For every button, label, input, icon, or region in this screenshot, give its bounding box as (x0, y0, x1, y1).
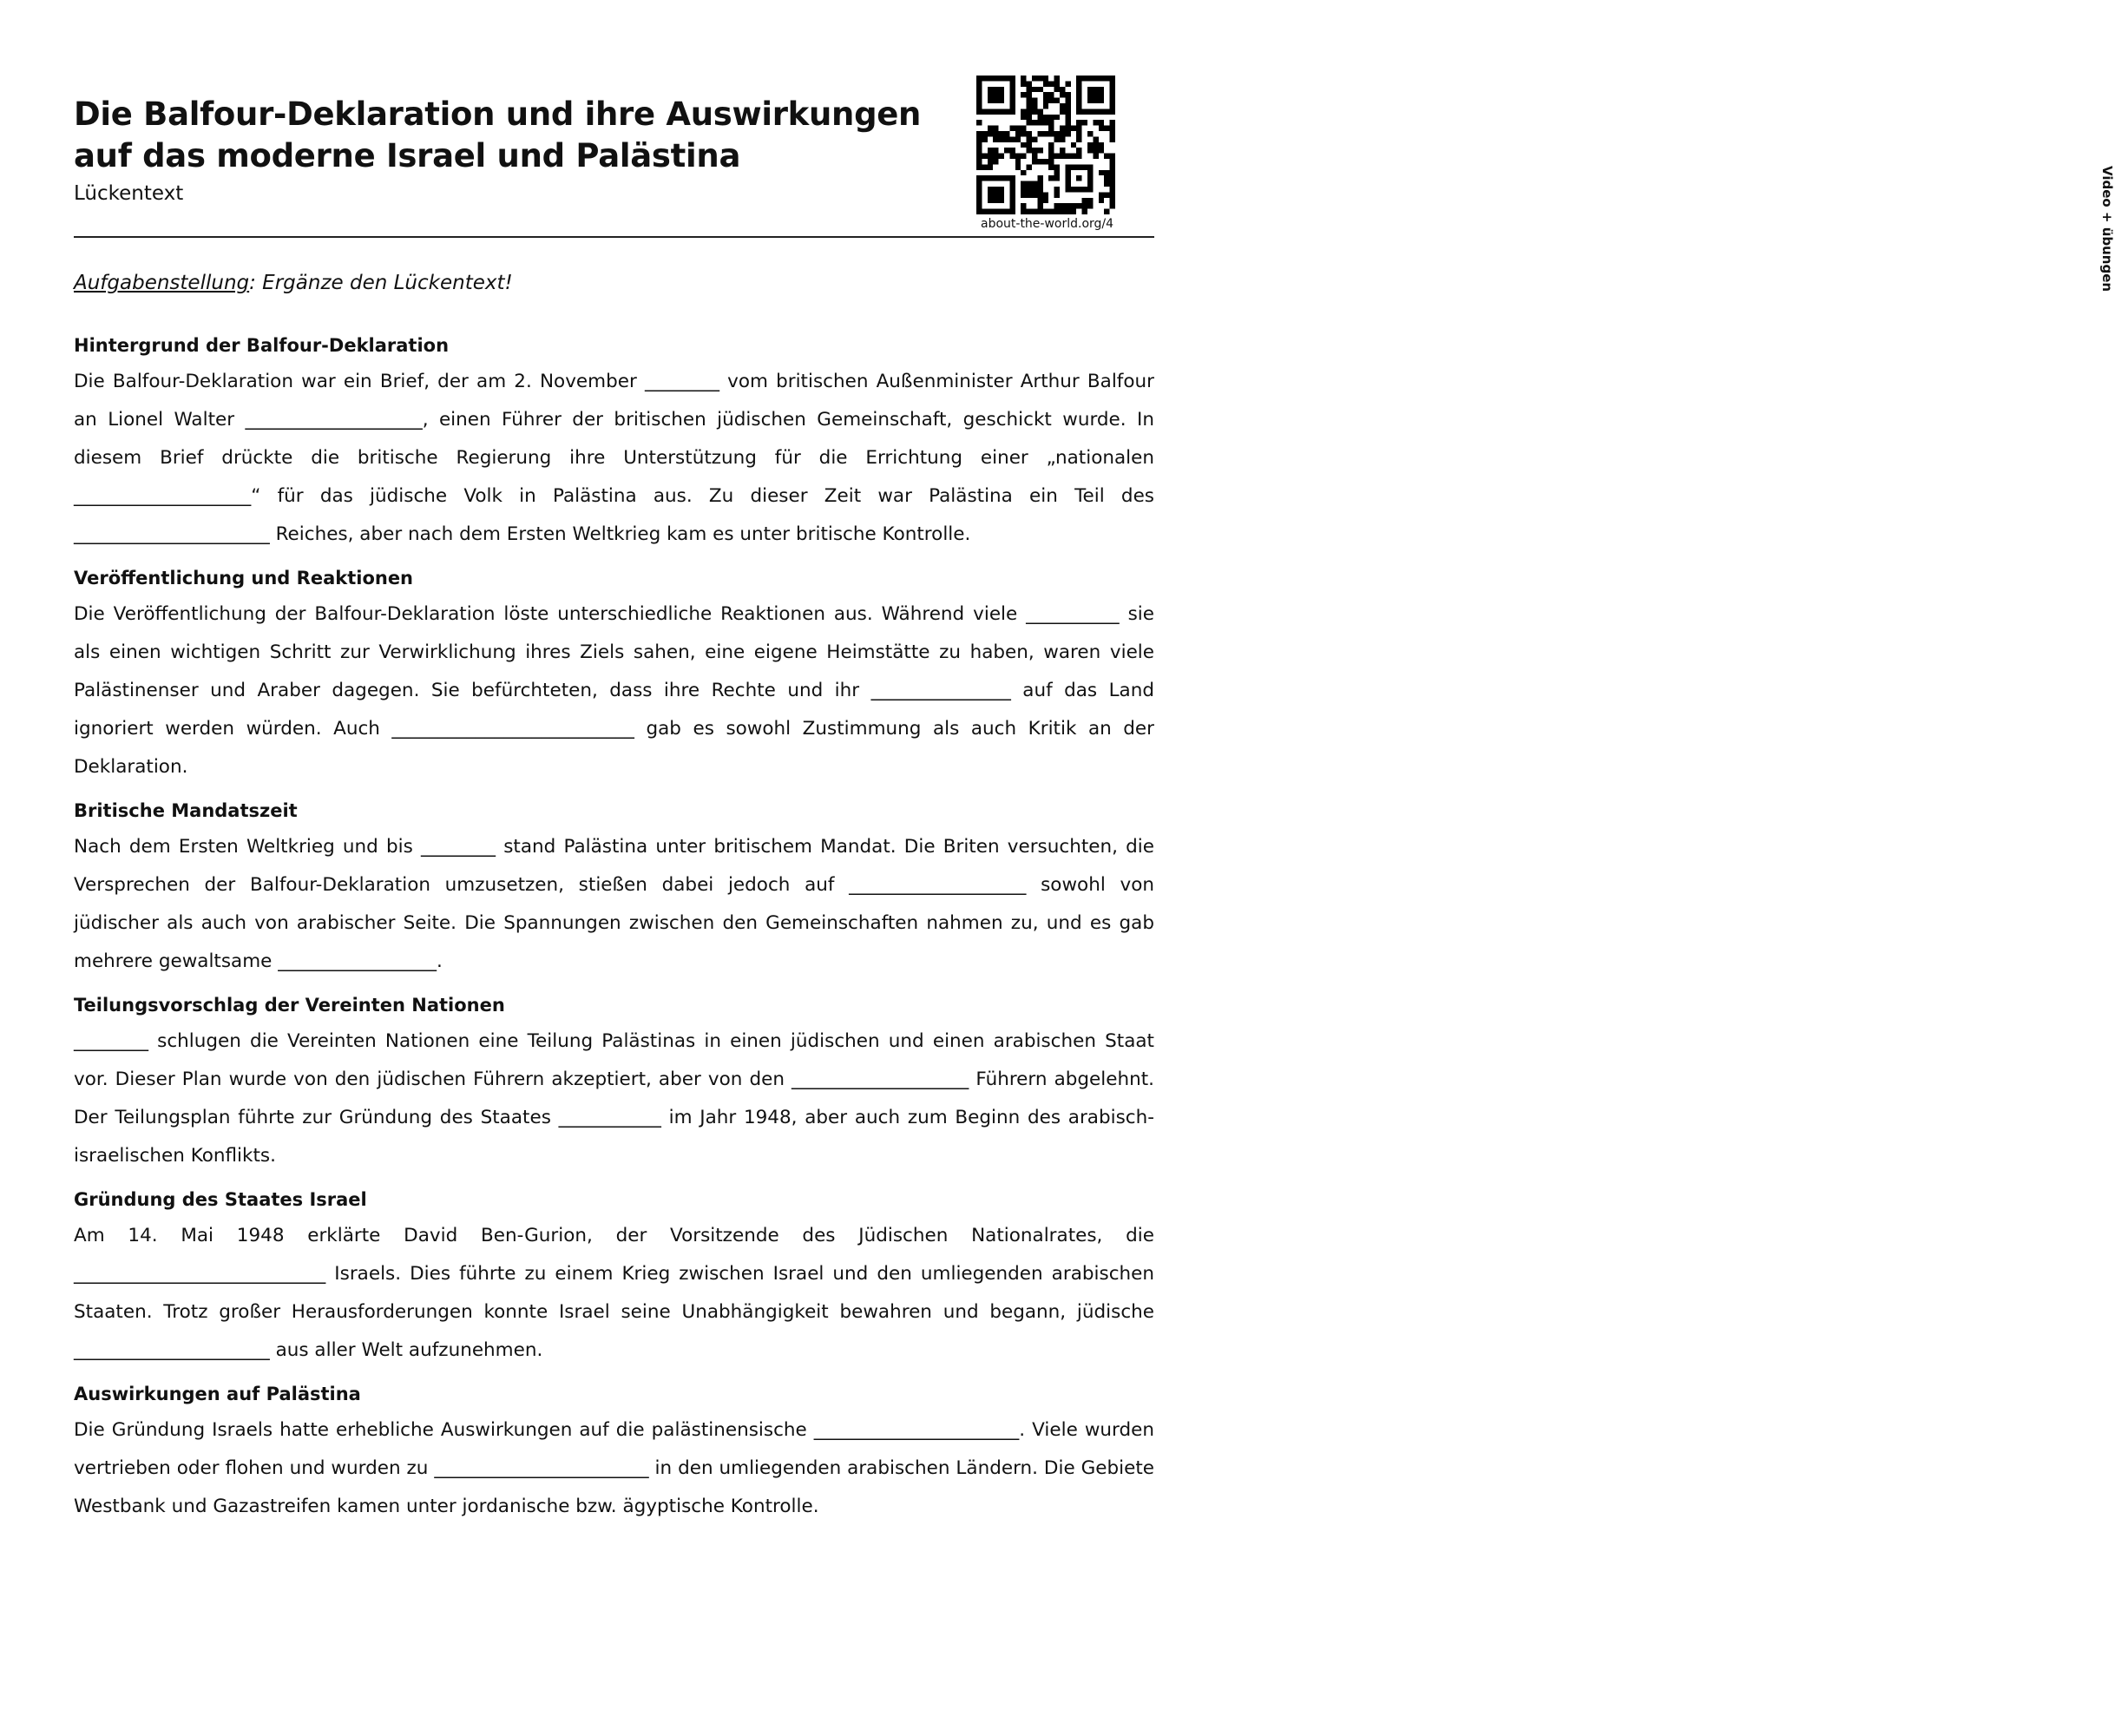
section-mandatszeit (74, 799, 1154, 981)
section-heading: Veröffentlichung und Reaktionen (74, 568, 414, 589)
section-text: Nach dem Ersten Weltkrieg und bis ________ stand Palästina unter britischem Mandat. Die Briten versuchten, die Versprechen der Balfour-Deklaration umzusetzen, stießen dabei jedoch auf ___________________ sowohl von jüdischer als auch von arabischer Seite. Die Spannungen zwischen den Gemeinschaften nahmen zu, und es gab mehrere gewaltsame _________________. (74, 836, 1154, 972)
qr-code-icon[interactable] (976, 75, 1115, 215)
section-teilungsvorschlag (74, 993, 1154, 1175)
task-label: Aufgabenstellung (74, 272, 250, 294)
section-veroeffentlichung (74, 566, 1154, 786)
title-line-1: Die Balfour-Deklaration und ihre Auswirkungen (74, 95, 922, 133)
section-hintergrund (74, 333, 1154, 554)
section-heading: Auswirkungen auf Palästina (74, 1384, 361, 1404)
section-heading: Gründung des Staates Israel (74, 1189, 367, 1210)
section-text: Die Balfour-Deklaration war ein Brief, der am 2. November ________ vom britischen Außenminister Arthur Balfour an Lionel Walter ___________________, einen Führer der britischen jüdischen Gemeinschaft, geschickt wurde. In diesem Brief drückte die britische Regierung ihre Unterstützung für die Errichtung einer „nationalen ___________________“ für das jüdische Volk in Palästina aus. Zu dieser Zeit war Palästina ein Teil des _____________________ Reiches, aber nach dem Ersten Weltkrieg kam es unter britische Kontrolle. (74, 371, 1154, 545)
worksheet-content (74, 267, 1154, 1538)
section-heading: Teilungsvorschlag der Vereinten Nationen (74, 995, 505, 1016)
page-title (74, 94, 942, 177)
title-line-2: auf das moderne Israel und Palästina (74, 137, 741, 174)
section-heading: Hintergrund der Balfour-Deklaration (74, 335, 450, 356)
task-instruction (74, 267, 1154, 299)
qr-url-link[interactable]: about-the-world.org/4 (981, 217, 1114, 231)
page-subtitle: Lückentext (74, 182, 184, 205)
section-gruendung (74, 1187, 1154, 1370)
qr-side-label: Video + übungen (2099, 166, 2115, 293)
section-auswirkungen (74, 1382, 1154, 1526)
section-text: Die Gründung Israels hatte erhebliche Auswirkungen auf die palästinensische ______________________. Viele wurden vertrieben oder flohen und wurden zu _______________________ in den umliegenden arabischen Ländern. Die Gebiete Westbank und Gazastreifen kamen unter jordanische bzw. ägyptische Kontrolle. (74, 1419, 1154, 1517)
task-text: : Ergänze den Lückentext! (249, 272, 513, 294)
section-text: ________ schlugen die Vereinten Nationen eine Teilung Palästinas in einen jüdischen und einen arabischen Staat vor. Dieser Plan wurde von den jüdischen Führern akzeptiert, aber von den ___________________ Führern abgelehnt. Der Teilungsplan führte zur Gründung des Staates ___________ im Jahr 1948, aber auch zum Beginn des arabisch-israelischen Konflikts. (74, 1030, 1154, 1167)
section-text: Die Veröffentlichung der Balfour-Deklaration löste unterschiedliche Reaktionen aus. Während viele __________ sie als einen wichtigen Schritt zur Verwirklichung ihres Ziels sahen, eine eigene Heimstätte zu haben, waren viele Palästinenser und Araber dagegen. Sie befürchteten, dass ihre Rechte und ihr _______________ auf das Land ignoriert werden würden. Auch __________________________ gab es sowohl Zustimmung als auch Kritik an der Deklaration. (74, 603, 1154, 778)
header (74, 94, 942, 207)
qr-code-block[interactable] (976, 75, 2115, 293)
header-divider (74, 236, 1154, 238)
section-text: Am 14. Mai 1948 erklärte David Ben-Gurion, der Vorsitzende des Jüdischen Nationalrates, die ___________________________ Israels. Dies führte zu einem Krieg zwischen Israel und den umliegenden arabischen Staaten. Trotz großer Herausforderungen konnte Israel seine Unabhängigkeit bewahren und begann, jüdische _____________________ aus aller Welt aufzunehmen. (74, 1225, 1154, 1361)
section-heading: Britische Mandatszeit (74, 800, 298, 821)
